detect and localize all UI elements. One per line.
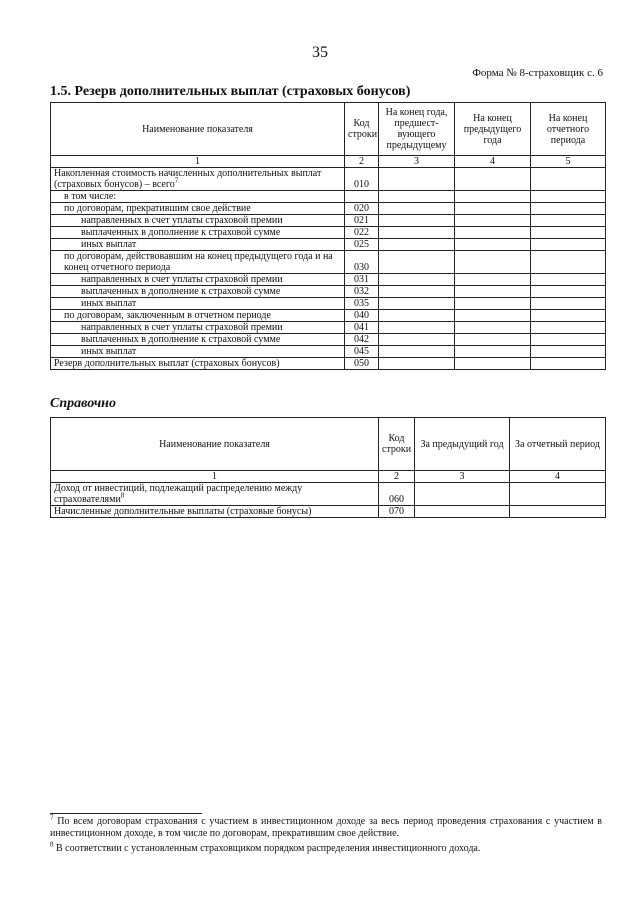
- table-row: [51, 506, 606, 518]
- value-cell[interactable]: [531, 298, 606, 310]
- row-code: 042: [345, 334, 379, 346]
- row-code: 045: [345, 346, 379, 358]
- col-number: 3: [415, 471, 510, 483]
- row-code: 060: [379, 483, 415, 506]
- row-code: 035: [345, 298, 379, 310]
- value-cell[interactable]: [379, 334, 455, 346]
- column-number-row: [51, 471, 606, 483]
- value-cell[interactable]: [510, 506, 606, 518]
- value-cell[interactable]: [531, 274, 606, 286]
- col-number: 5: [531, 156, 606, 168]
- row-label: [51, 168, 345, 191]
- value-cell[interactable]: [455, 298, 531, 310]
- value-cell[interactable]: [531, 168, 606, 191]
- footnote-text: По всем договорам страхования с участием в инвестиционном доходе за весь период проведения страхования с участием в инвестиционном доходе, в том числе по договорам, прекратившим свое действие.: [50, 816, 603, 839]
- reference-table: [50, 417, 606, 518]
- header-col4: На конец предыдущего года: [455, 103, 531, 156]
- table-row: [51, 215, 606, 227]
- value-cell[interactable]: [455, 322, 531, 334]
- row-code: [345, 191, 379, 203]
- value-cell[interactable]: [379, 286, 455, 298]
- table-row: [51, 286, 606, 298]
- value-cell[interactable]: [531, 191, 606, 203]
- row-label: направленных в счет уплаты страховой премии: [51, 274, 345, 286]
- value-cell[interactable]: [531, 251, 606, 274]
- table-row: [51, 483, 606, 506]
- header-col3: На конец года, предшест-вующего предыдущему: [379, 103, 455, 156]
- value-cell[interactable]: [455, 334, 531, 346]
- value-cell[interactable]: [379, 203, 455, 215]
- row-label: в том числе:: [51, 191, 345, 203]
- table-row: [51, 203, 606, 215]
- value-cell[interactable]: [531, 215, 606, 227]
- page-number: 35: [312, 44, 328, 61]
- header-code: Код строки: [379, 418, 415, 471]
- table-row: [51, 168, 606, 191]
- header-name: Наименование показателя: [51, 103, 345, 156]
- value-cell[interactable]: [415, 506, 510, 518]
- value-cell[interactable]: [455, 286, 531, 298]
- col-number: 2: [379, 471, 415, 483]
- row-label: по договорам, заключенным в отчетном периоде: [51, 310, 345, 322]
- header-col3: За предыдущий год: [415, 418, 510, 471]
- value-cell[interactable]: [455, 310, 531, 322]
- value-cell[interactable]: [379, 358, 455, 370]
- row-code: 070: [379, 506, 415, 518]
- row-label: иных выплат: [51, 298, 345, 310]
- value-cell[interactable]: [415, 483, 510, 506]
- row-code: 021: [345, 215, 379, 227]
- value-cell[interactable]: [531, 346, 606, 358]
- value-cell[interactable]: [379, 274, 455, 286]
- value-cell[interactable]: [455, 251, 531, 274]
- footnote-ref: 8: [120, 491, 125, 500]
- table-header-row: [51, 103, 606, 156]
- row-label: иных выплат: [51, 346, 345, 358]
- col-number: 4: [510, 471, 606, 483]
- value-cell[interactable]: [455, 191, 531, 203]
- value-cell[interactable]: [379, 310, 455, 322]
- value-cell[interactable]: [455, 239, 531, 251]
- row-label: иных выплат: [51, 239, 345, 251]
- footnote-text: В соответствии с установленным страховщиком порядком распределения инвестиционного дохода.: [56, 843, 481, 854]
- row-code: 022: [345, 227, 379, 239]
- value-cell[interactable]: [455, 168, 531, 191]
- column-number-row: [51, 156, 606, 168]
- row-label: Резерв дополнительных выплат (страховых бонусов): [51, 358, 345, 370]
- row-label: по договорам, действовавшим на конец предыдущего года и на конец отчетного периода: [51, 251, 345, 274]
- footnote-ref: 7: [174, 176, 179, 185]
- value-cell[interactable]: [510, 483, 606, 506]
- value-cell[interactable]: [379, 227, 455, 239]
- row-code: 032: [345, 286, 379, 298]
- value-cell[interactable]: [455, 346, 531, 358]
- section-title: 1.5. Резерв дополнительных выплат (страховых бонусов): [50, 84, 411, 99]
- value-cell[interactable]: [455, 358, 531, 370]
- value-cell[interactable]: [455, 215, 531, 227]
- table-row: [51, 358, 606, 370]
- value-cell[interactable]: [455, 227, 531, 239]
- row-code: 010: [345, 168, 379, 191]
- row-code: 040: [345, 310, 379, 322]
- col-number: 2: [345, 156, 379, 168]
- footnote-mark: 8: [50, 840, 54, 849]
- row-label-text: Накопленная стоимость начисленных дополнительных выплат (страховых бонусов) – всего: [54, 168, 322, 190]
- value-cell[interactable]: [531, 239, 606, 251]
- footnote-8: [50, 840, 602, 855]
- value-cell[interactable]: [455, 274, 531, 286]
- header-col4: За отчетный период: [510, 418, 606, 471]
- value-cell[interactable]: [455, 203, 531, 215]
- row-label-text: Доход от инвестиций, подлежащий распределению между страхователями: [54, 483, 303, 505]
- col-number: 1: [51, 471, 379, 483]
- footnote-7: [50, 813, 603, 840]
- table-row: [51, 274, 606, 286]
- value-cell[interactable]: [531, 334, 606, 346]
- bonus-reserve-table: [50, 102, 606, 370]
- row-label: выплаченных в дополнение к страховой сумме: [51, 227, 345, 239]
- table-row: [51, 346, 606, 358]
- table-row: [51, 227, 606, 239]
- footnote-mark: 7: [50, 813, 54, 822]
- row-label: выплаченных в дополнение к страховой сумме: [51, 286, 345, 298]
- row-code: 050: [345, 358, 379, 370]
- row-label: направленных в счет уплаты страховой премии: [51, 215, 345, 227]
- value-cell[interactable]: [531, 227, 606, 239]
- table-row: [51, 310, 606, 322]
- row-code: 041: [345, 322, 379, 334]
- header-col5: На конец отчетного периода: [531, 103, 606, 156]
- value-cell[interactable]: [531, 286, 606, 298]
- value-cell[interactable]: [379, 346, 455, 358]
- header-code: Код строки: [345, 103, 379, 156]
- value-cell[interactable]: [531, 322, 606, 334]
- value-cell[interactable]: [531, 358, 606, 370]
- row-label: выплаченных в дополнение к страховой сумме: [51, 334, 345, 346]
- value-cell[interactable]: [379, 168, 455, 191]
- col-number: 1: [51, 156, 345, 168]
- table-row: [51, 191, 606, 203]
- row-code: 020: [345, 203, 379, 215]
- table-header-row: [51, 418, 606, 471]
- reference-title: Справочно: [50, 396, 116, 411]
- value-cell[interactable]: [379, 215, 455, 227]
- value-cell[interactable]: [379, 251, 455, 274]
- header-name: Наименование показателя: [51, 418, 379, 471]
- table-row: [51, 322, 606, 334]
- row-label: [51, 483, 379, 506]
- row-label: направленных в счет уплаты страховой премии: [51, 322, 345, 334]
- row-code: 030: [345, 251, 379, 274]
- footnote-separator: [50, 813, 202, 814]
- row-label: по договорам, прекратившим свое действие: [51, 203, 345, 215]
- value-cell[interactable]: [379, 191, 455, 203]
- table-row: [51, 298, 606, 310]
- value-cell[interactable]: [531, 203, 606, 215]
- form-reference: Форма № 8-страховщик с. 6: [472, 67, 603, 79]
- table-row: [51, 334, 606, 346]
- value-cell[interactable]: [379, 298, 455, 310]
- row-code: 031: [345, 274, 379, 286]
- col-number: 4: [455, 156, 531, 168]
- col-number: 3: [379, 156, 455, 168]
- row-label: Начисленные дополнительные выплаты (страховые бонусы): [51, 506, 379, 518]
- table-row: [51, 239, 606, 251]
- value-cell[interactable]: [531, 310, 606, 322]
- table-row: [51, 251, 606, 274]
- row-code: 025: [345, 239, 379, 251]
- value-cell[interactable]: [379, 322, 455, 334]
- value-cell[interactable]: [379, 239, 455, 251]
